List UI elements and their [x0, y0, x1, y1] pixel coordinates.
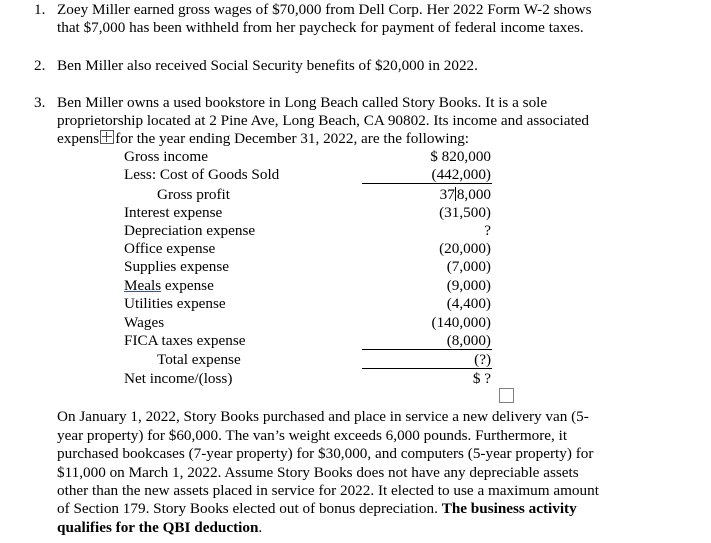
row-gross-profit-value: [440, 186, 491, 204]
row-meals-label: [124, 277, 214, 295]
row-fica-value: (8,000): [446, 332, 491, 349]
net-rule: [362, 368, 492, 369]
closing-line-6-bold: The business activity: [441, 500, 577, 517]
row-fica-label: FICA taxes expense: [124, 332, 246, 349]
item-3-number: 3.: [34, 94, 46, 111]
closing-line-6: [57, 500, 577, 518]
item-3-line-3: [57, 130, 469, 148]
row-interest-label: Interest expense: [124, 204, 223, 221]
row-gross-income-label: Gross income: [124, 148, 208, 165]
answer-checkbox[interactable]: [499, 388, 514, 403]
meals-rest: expense: [161, 277, 214, 294]
closing-line-1: On January 1, 2022, Story Books purchased and place in service a new delivery van (5-: [57, 408, 589, 425]
table-move-handle-icon[interactable]: [100, 130, 114, 144]
row-interest-value: (31,500): [439, 204, 491, 221]
item-1-number: 1.: [34, 1, 46, 18]
item-3-line-1: Ben Miller owns a used bookstore in Long Beach called Story Books. It is a sole: [57, 94, 548, 111]
closing-line-5: other than the new assets placed in service for 2022. It elected to use a maximum amount: [57, 482, 599, 499]
row-wages-label: Wages: [124, 314, 165, 331]
row-gross-profit-label: Gross profit: [157, 186, 230, 203]
gross-profit-value-b: 8,000: [456, 186, 491, 203]
closing-line-7-bold: qualifies for the QBI deduction: [57, 519, 259, 536]
item-1-line-2: that $7,000 has been withheld from her paycheck for payment of federal income taxes.: [57, 19, 584, 36]
closing-line-4: $11,000 on March 1, 2022. Assume Story Books does not have any depreciable assets: [57, 464, 579, 481]
row-utilities-label: Utilities expense: [124, 295, 226, 312]
total-rule: [362, 349, 492, 350]
row-total-expense-label: Total expense: [157, 351, 241, 368]
row-net-income-value: $ ?: [472, 370, 491, 387]
item-3-line-3-start: expens: [57, 130, 100, 147]
row-cogs-label: Less: Cost of Goods Sold: [124, 166, 280, 183]
row-gross-income-value: $ 820,000: [430, 148, 491, 165]
row-depreciation-label: Depreciation expense: [124, 222, 256, 239]
row-cogs-value: (442,000): [431, 166, 491, 183]
gross-profit-value-a: 37: [439, 186, 455, 203]
closing-line-6-plain: of Section 179. Story Books elected out of bonus depreciation.: [57, 500, 442, 517]
row-depreciation-value: ?: [484, 222, 491, 239]
row-meals-value: (9,000): [446, 277, 491, 294]
row-office-label: Office expense: [124, 240, 216, 257]
closing-line-7: [57, 519, 262, 537]
closing-line-7-end: .: [258, 519, 263, 536]
row-utilities-value: (4,400): [446, 295, 491, 312]
subtotal-rule: [362, 183, 492, 184]
item-2-number: 2.: [34, 57, 46, 74]
row-wages-value: (140,000): [431, 314, 491, 331]
row-supplies-value: (7,000): [446, 258, 491, 275]
item-1-line-1: Zoey Miller earned gross wages of $70,000 from Dell Corp. Her 2022 Form W-2 shows: [57, 1, 592, 18]
item-3-line-2: proprietorship located at 2 Pine Ave, Long Beach, CA 90802. Its income and associated: [57, 112, 589, 129]
closing-line-2: year property) for $60,000. The van’s weight exceeds 6,000 pounds. Furthermore, it: [57, 427, 568, 444]
row-office-value: (20,000): [439, 240, 491, 257]
row-net-income-label: Net income/(loss): [124, 370, 233, 387]
item-2-line-1: Ben Miller also received Social Security benefits of $20,000 in 2022.: [57, 57, 478, 74]
item-3-line-3-end: for the year ending December 31, 2022, are the following:: [115, 130, 470, 147]
meals-word: Meals: [124, 277, 162, 294]
row-supplies-label: Supplies expense: [124, 258, 230, 275]
row-total-expense-value: (?): [474, 351, 491, 368]
closing-line-3: purchased bookcases (7-year property) for $30,000, and computers (5-year property) for: [57, 445, 594, 462]
